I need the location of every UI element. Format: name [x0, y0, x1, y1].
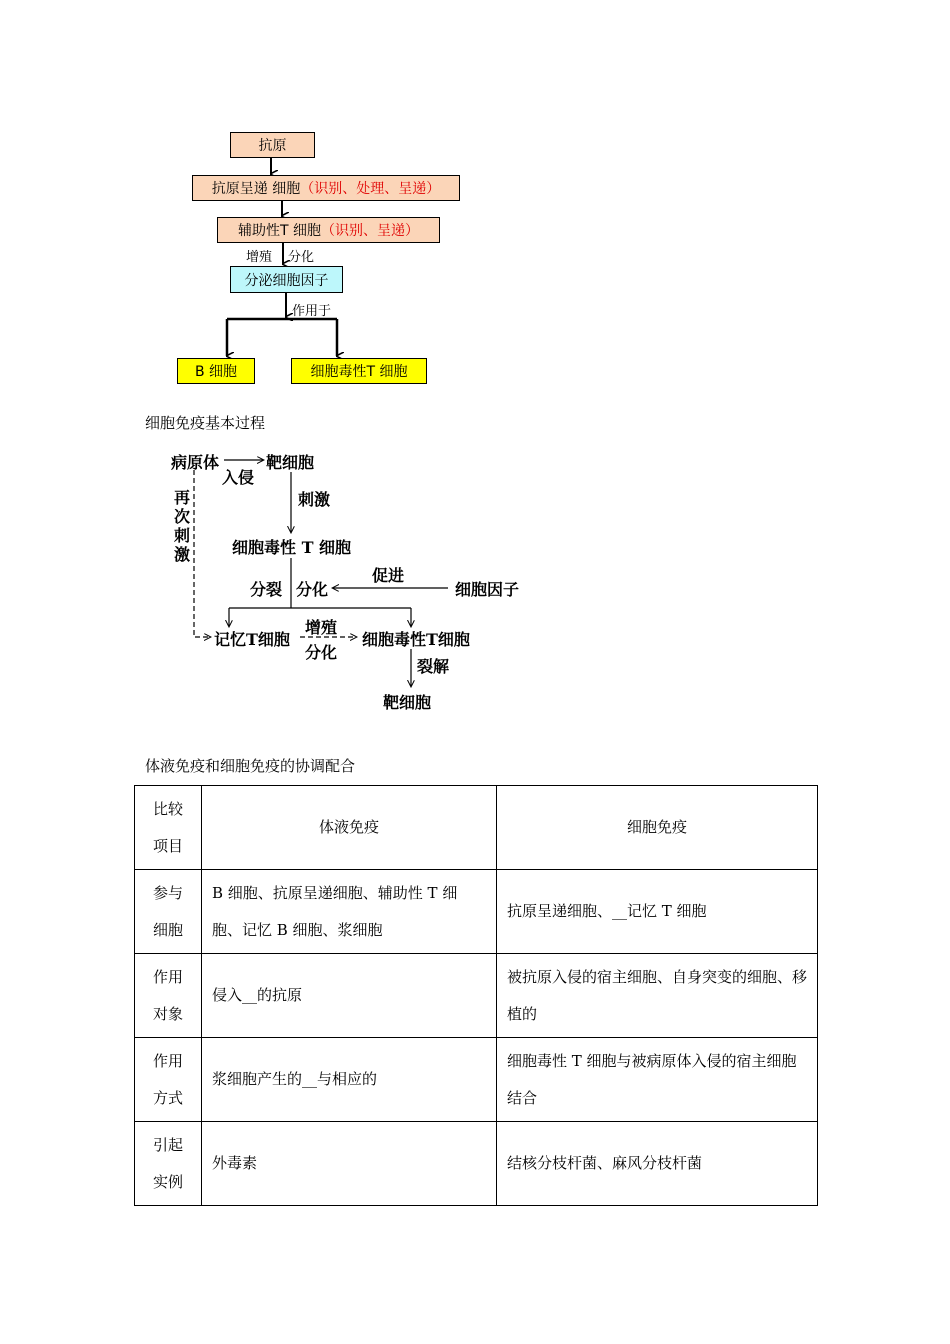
cytokine-label-2: 细胞因子 [455, 580, 520, 599]
memory-t-label: 记忆T细胞 [214, 630, 290, 649]
table-row-header: 引起 实例 [135, 1122, 202, 1206]
invade-label: 入侵 [222, 468, 255, 487]
ctl-label: 细胞毒性T 细胞 [310, 364, 408, 380]
table-row-header: 作用 方式 [135, 1038, 202, 1122]
caption-coordination: 体液免疫和细胞免疫的协调配合 [145, 757, 356, 775]
prolif-label: 增殖 [246, 250, 273, 265]
differ-label: 分化 [288, 250, 315, 265]
table-row-header: 作用 对象 [135, 954, 202, 1038]
helper-t-note: （识别、呈递） [321, 223, 419, 239]
stimulate-label: 刺激 [298, 490, 331, 509]
comparison-table [134, 785, 818, 1206]
table-row [135, 954, 818, 1038]
arrow-restimulate [194, 470, 210, 637]
stimulate-again-label: 再次刺激 [173, 488, 190, 564]
promote-label: 促进 [372, 566, 405, 585]
pathogen-label: 病原体 [171, 453, 220, 472]
acts-on-label: 作用于 [292, 304, 332, 319]
table-cell: 被抗原入侵的宿主细胞、自身突变的细胞、移植的 [497, 954, 818, 1038]
ctl-label-2: 细胞毒性 T 细胞 [232, 538, 352, 557]
target-cell-label-2: 靶细胞 [383, 693, 432, 712]
prolif-label-2: 增殖 [305, 618, 338, 637]
cytokine-box [230, 266, 343, 293]
split-label: 分裂 [250, 580, 283, 599]
b-cell-label: B 细胞 [194, 364, 238, 380]
apc-label: 抗原呈递 细胞 [211, 181, 301, 197]
apc-note: （识别、处理、呈递） [300, 181, 441, 197]
antigen-box [230, 132, 315, 158]
ctl-box [291, 358, 427, 384]
table-row [135, 1038, 818, 1122]
table-cell: 浆细胞产生的__与相应的 [202, 1038, 497, 1122]
caption-cell-immunity-process: 细胞免疫基本过程 [145, 414, 266, 432]
antigen-label: 抗原 [258, 138, 287, 154]
helper-t-label: 辅助性T 细胞 [237, 223, 321, 239]
table-header-cell: 体液免疫 [202, 786, 497, 870]
table-row [135, 1122, 818, 1206]
ctl-label-3: 细胞毒性T细胞 [362, 630, 470, 649]
table-cell: B 细胞、抗原呈递细胞、辅助性 T 细胞、记忆 B 细胞、浆细胞 [202, 870, 497, 954]
b-cell-box [177, 358, 255, 384]
table-header-cell: 细胞免疫 [497, 786, 818, 870]
table-cell: 细胞毒性 T 细胞与被病原体入侵的宿主细胞结合 [497, 1038, 818, 1122]
table-cell: 外毒素 [202, 1122, 497, 1206]
table-row [135, 870, 818, 954]
differ-label-3: 分化 [305, 643, 338, 662]
target-cell-label: 靶细胞 [266, 453, 315, 472]
cytokine-label: 分泌细胞因子 [244, 272, 329, 289]
lysis-label: 裂解 [417, 657, 450, 676]
table-cell: 结核分枝杆菌、麻风分枝杆菌 [497, 1122, 818, 1206]
table-header-cell: 比较 项目 [135, 786, 202, 870]
apc-box [192, 175, 460, 201]
table-header-row [135, 786, 818, 870]
flowchart-1-connectors [0, 0, 950, 400]
table-cell: 抗原呈递细胞、__记忆 T 细胞 [497, 870, 818, 954]
table-row-header: 参与 细胞 [135, 870, 202, 954]
differ-label-2: 分化 [296, 580, 329, 599]
helper-t-box [217, 217, 440, 243]
table-cell: 侵入__的抗原 [202, 954, 497, 1038]
